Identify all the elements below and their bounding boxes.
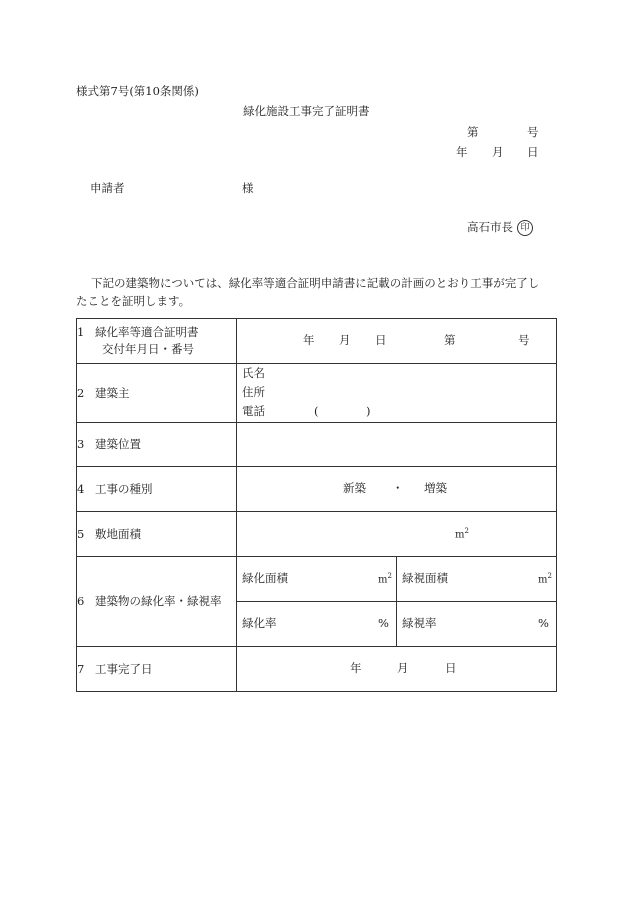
applicant-label: 申請者 (90, 181, 125, 195)
row7-label: 7 工事完了日 (77, 647, 237, 692)
table-row-2 (77, 364, 557, 423)
table-row-6a (77, 557, 557, 602)
row2-label: 2 建築主 (77, 364, 237, 423)
number-label-dai: 第 (467, 125, 479, 139)
row1-value: 年 月 日 第 号 (237, 319, 557, 364)
table-row-1 (77, 319, 557, 364)
row2-value: 氏名 住所 電話 ( ) (237, 364, 557, 423)
green-rate-cell: 緑化率 % (237, 602, 397, 647)
issuer (467, 220, 533, 236)
row3-label: 3 建築位置 (77, 423, 237, 467)
date-label-day: 日 (527, 145, 539, 159)
document-title: 緑化施設工事完了証明書 (243, 104, 370, 118)
view-area-cell: 緑視面積 $m^2$ (397, 557, 557, 602)
row1-label: 1 緑化率等適合証明書 交付年月日・番号 (77, 319, 237, 364)
view-rate-cell: 緑視率 % (397, 602, 557, 647)
row4-value: 新築 ・ 増築 (237, 467, 557, 512)
table-row-3 (77, 423, 557, 467)
date-label-month: 月 (492, 145, 504, 159)
row5-label: 5 敷地面積 (77, 512, 237, 557)
table-row-7 (77, 647, 557, 692)
green-area-cell: 緑化面積 $m^2$ (237, 557, 397, 602)
table-row-5 (77, 512, 557, 557)
row5-value: $m^2$ (237, 512, 557, 557)
body-line-2: たことを証明します。 (76, 294, 191, 308)
seal-icon: 印 (517, 220, 533, 236)
table-row-4 (77, 467, 557, 512)
issuer-name: 高石市長 (467, 220, 513, 234)
applicant-honorific: 様 (242, 181, 254, 195)
form-number: 様式第7号(第10条関係) (76, 84, 199, 98)
row7-value: 年 月 日 (237, 647, 557, 692)
row6-label: 6 建築物の緑化率・緑視率 (77, 557, 237, 647)
row4-label: 4 工事の種別 (77, 467, 237, 512)
date-label-year: 年 (456, 145, 468, 159)
certificate-table (76, 318, 557, 692)
row3-value (237, 423, 557, 467)
number-label-go: 号 (527, 125, 539, 139)
body-line-1: 下記の建築物については、緑化率等適合証明申請書に記載の計画のとおり工事が完了し (91, 276, 540, 290)
